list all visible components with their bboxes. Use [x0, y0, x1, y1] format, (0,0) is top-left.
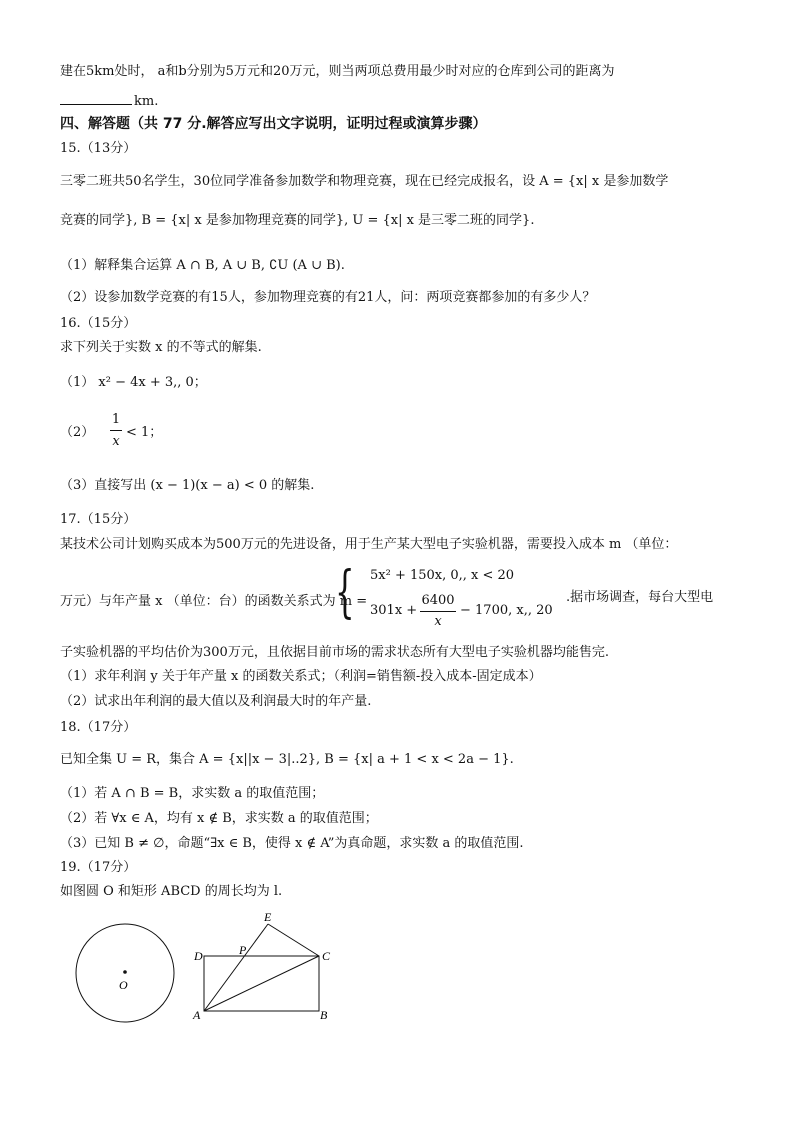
label-P: P: [239, 943, 247, 957]
q14-tail-line: 建在5km处时， a和b分别为5万元和20万元，则当两项总费用最少时对应的仓库到公司的距离为: [60, 64, 615, 79]
q15-stem-line2: 竞赛的同学}, B = {x| x 是参加物理竞赛的同学}, U = {x| x 是三零二班的同学}.: [60, 213, 535, 228]
segment-EC: [268, 924, 319, 956]
q16-fraction-bar: [110, 430, 122, 431]
diagonal-AC: [204, 956, 319, 1011]
piecewise-case1: 5x² + 150x, 0,, x < 20: [370, 568, 515, 583]
q17-stem-line3: 子实验机器的平均估价为300万元，且依据目前市场的需求状态所有大型电子实验机器均能售完.: [60, 645, 609, 660]
q17-stem-line1: 某技术公司计划购买成本为500万元的先进设备，用于生产某大型电子实验机器，需要投入成本 m （单位：: [60, 537, 678, 552]
answer-unit: km.: [134, 94, 159, 109]
q16-heading: 16.（15分）: [60, 316, 137, 331]
q17-function-lead: 万元）与年产量 x （单位：台）的函数关系式为 m =: [60, 594, 368, 609]
label-D: D: [194, 949, 203, 963]
q15-stem-line1: 三零二班共50名学生，30位同学准备参加数学和物理竞赛，现在已经完成报名，设 A = {x| x 是参加数学: [60, 174, 669, 189]
q16-part1: （1） x² − 4x + 3,, 0；: [60, 375, 207, 390]
q15-part1: （1）解释集合运算 A ∩ B, A ∪ B, ∁U (A ∪ B).: [60, 258, 345, 273]
piecewise-fraction-bar: [420, 611, 456, 612]
label-B: B: [320, 1008, 328, 1022]
q16-part2-inequality: < 1；: [126, 425, 163, 440]
q17-heading: 17.（15分）: [60, 512, 137, 527]
q16-part2-prefix: （2）: [60, 425, 95, 440]
q19-figure: [0, 905, 794, 1025]
q16-fraction-denominator: x: [112, 434, 120, 449]
piecewise-fraction-numerator: 6400: [421, 593, 455, 608]
piecewise-case2-left: 301x +: [370, 603, 418, 618]
q15-heading: 15.（13分）: [60, 141, 137, 156]
q18-heading: 18.（17分）: [60, 720, 137, 735]
q18-stem: 已知全集 U = R，集合 A = {x||x − 3|..2}, B = {x| a + 1 < x < 2a − 1}.: [60, 752, 514, 767]
segment-AE: [204, 924, 268, 1011]
label-A: A: [193, 1008, 201, 1022]
q17-part1: （1）求年利润 y 关于年产量 x 的函数关系式；（利润=销售额-投入成本-固定成本）: [60, 669, 542, 684]
q16-stem: 求下列关于实数 x 的不等式的解集.: [60, 340, 262, 355]
piecewise-brace: {: [335, 560, 355, 625]
label-O: O: [119, 978, 128, 992]
q18-part2: （2）若 ∀x ∈ A，均有 x ∉ B，求实数 a 的取值范围；: [60, 811, 378, 826]
q16-fraction-numerator: 1: [111, 412, 121, 427]
q17-part2: （2）试求出年利润的最大值以及利润最大时的年产量.: [60, 694, 372, 709]
piecewise-case2-right: − 1700, x,, 20: [460, 603, 553, 618]
q16-part2: [60, 425, 94, 441]
center-point-O: [123, 970, 127, 974]
q14-answer-line: [60, 92, 158, 110]
piecewise-fraction-denominator: x: [434, 614, 442, 629]
section-heading: 四、解答题（共 77 分.解答应写出文字说明，证明过程或演算步骤）: [60, 116, 487, 132]
q16-part3: （3）直接写出 (x − 1)(x − a) < 0 的解集.: [60, 478, 315, 493]
label-E: E: [264, 910, 272, 924]
q19-heading: 19.（17分）: [60, 860, 137, 875]
answer-blank[interactable]: [60, 92, 132, 105]
q18-part3: （3）已知 B ≠ ∅，命题“∃x ∈ B，使得 x ∉ A”为真命题，求实数 a 的取值范围.: [60, 836, 524, 851]
q17-stem-line2-prefix: [60, 590, 367, 609]
q17-stem-line2-suffix: .据市场调查，每台大型电: [566, 590, 714, 605]
label-C: C: [322, 949, 331, 963]
q18-part1: （1）若 A ∩ B = B，求实数 a 的取值范围；: [60, 786, 325, 801]
q15-part2: （2）设参加数学竞赛的有15人，参加物理竞赛的有21人，问：两项竞赛都参加的有多少人？: [60, 290, 596, 305]
q19-stem: 如图圆 O 和矩形 ABCD 的周长均为 l.: [60, 884, 283, 899]
